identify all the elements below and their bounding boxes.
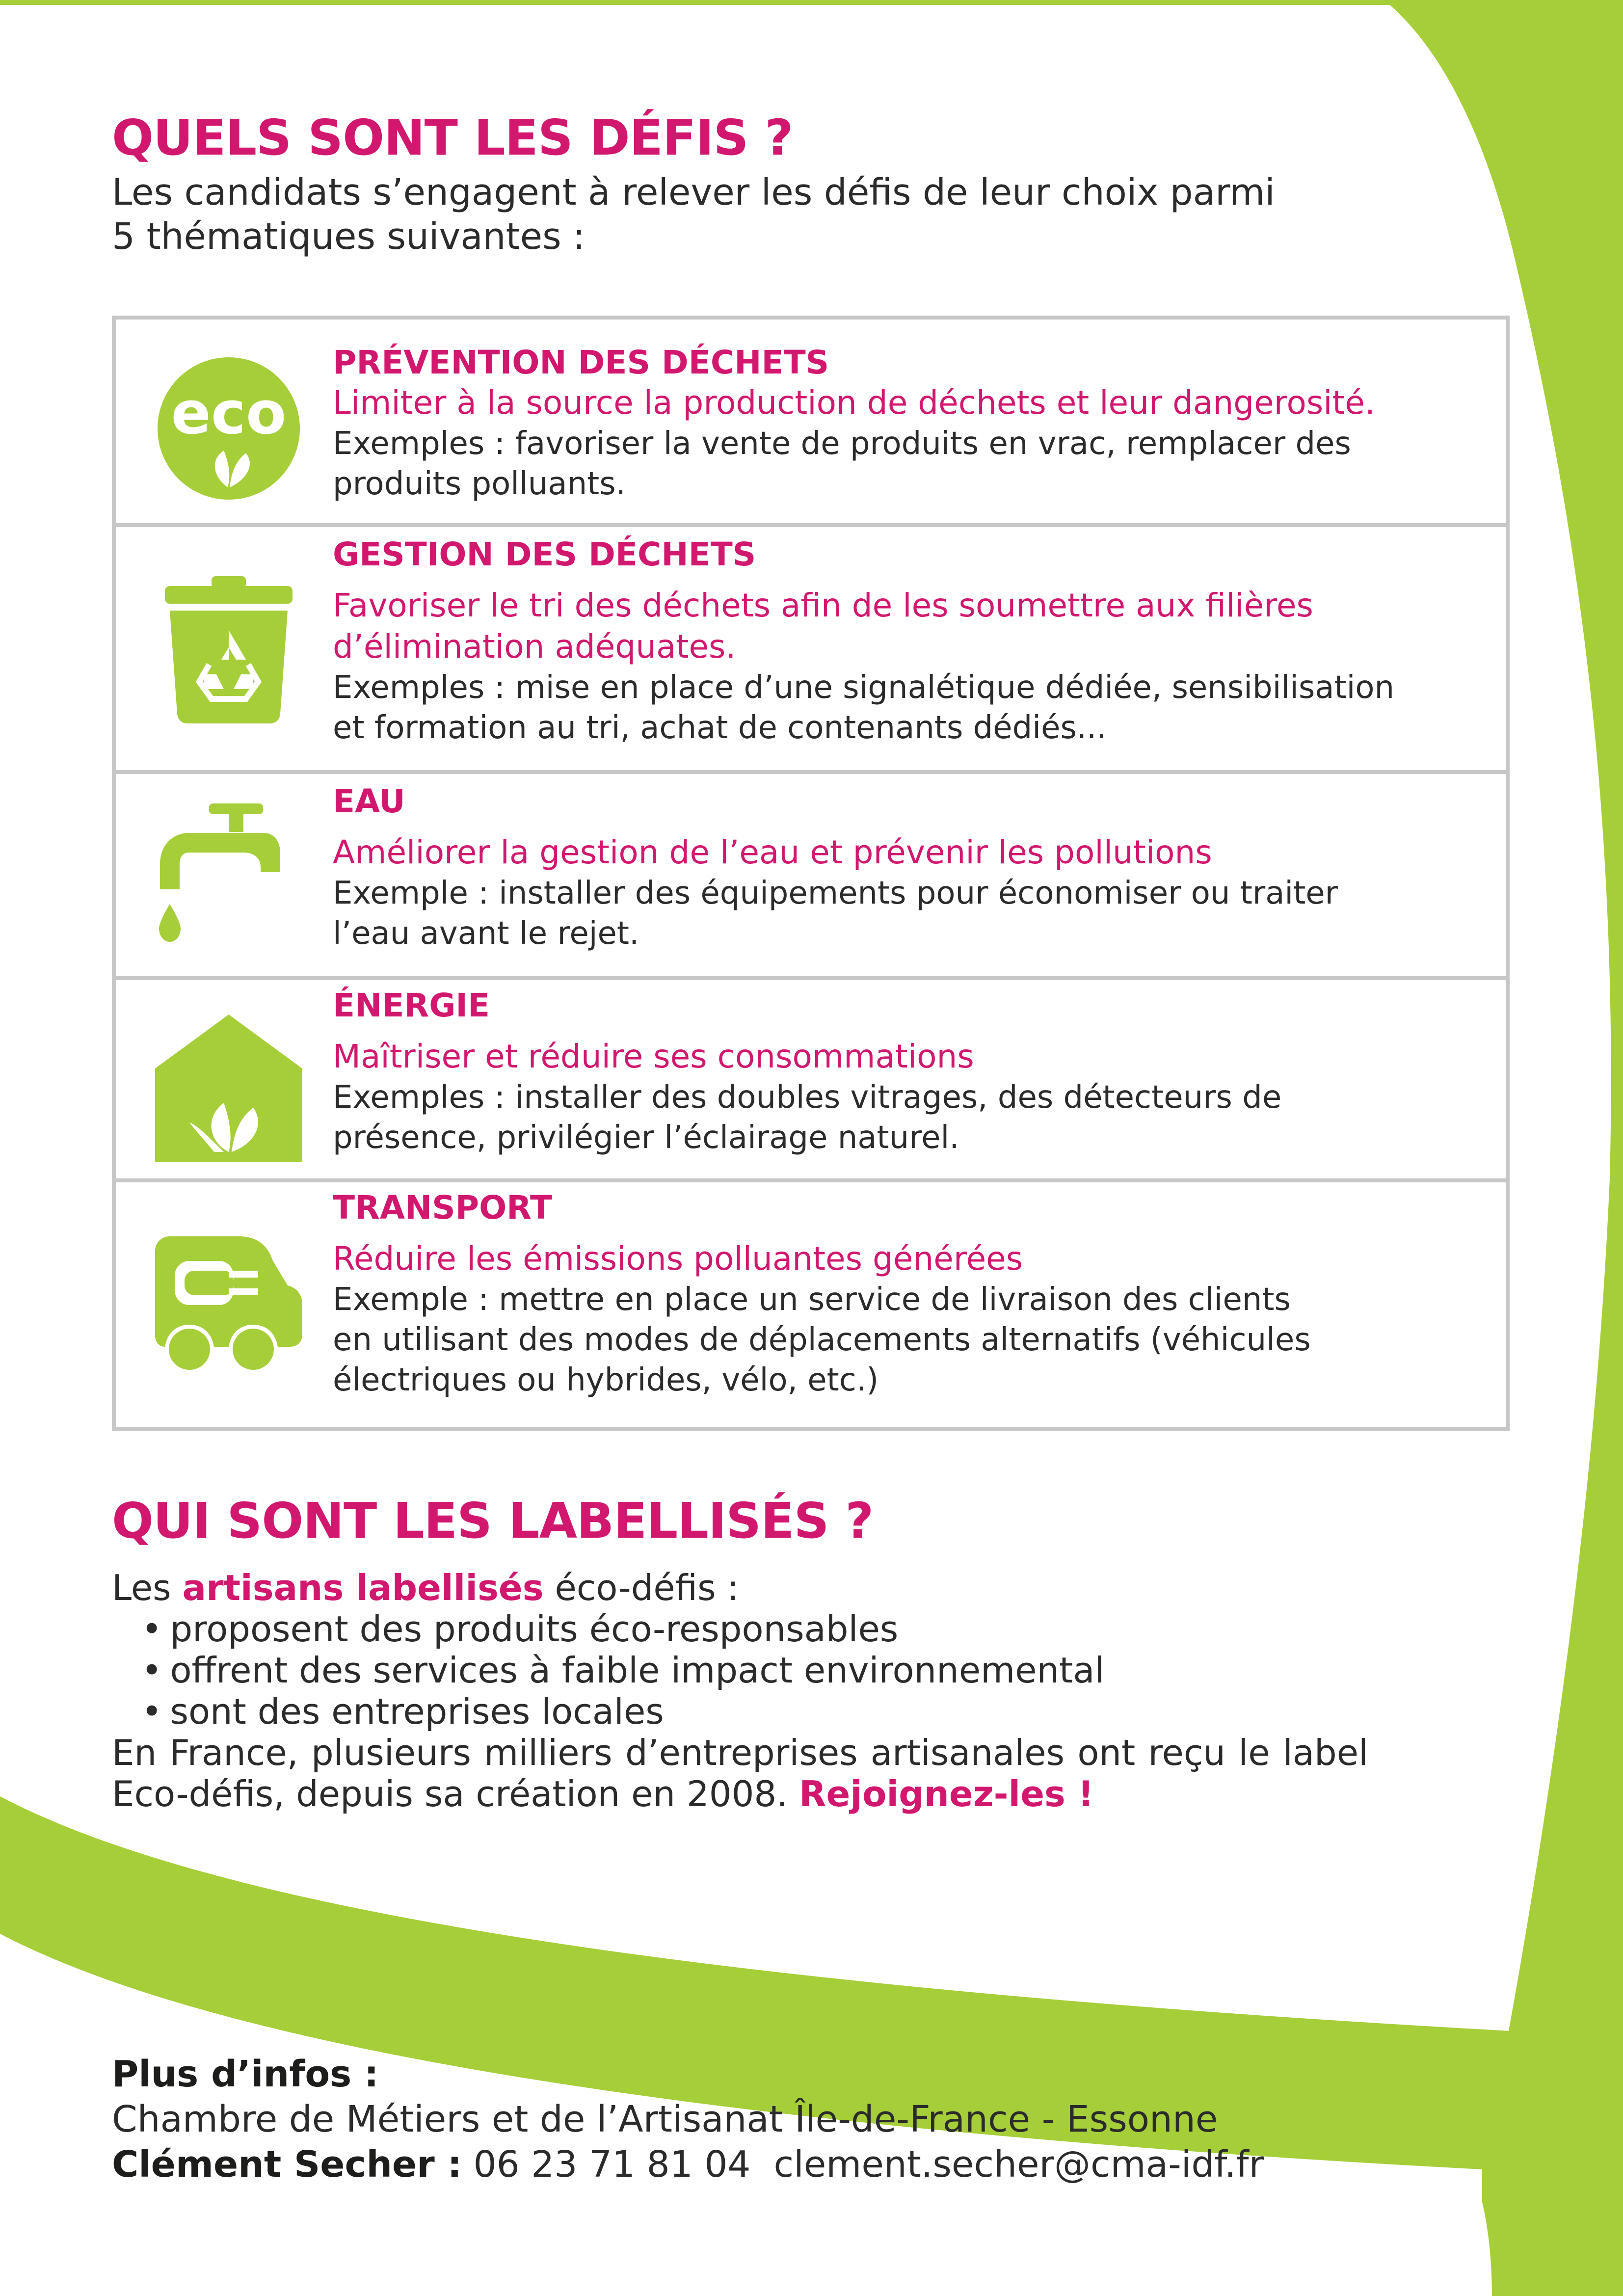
theme-example-line: produits polluants.: [333, 466, 626, 502]
theme-goal: Limiter à la source la production de déchets et leur dangerosité.: [333, 384, 1376, 422]
contact-email[interactable]: clement.secher@cma-idf.fr: [773, 2143, 1264, 2186]
theme-text: [333, 1188, 1486, 1400]
theme-example-line: présence, privilégier l’éclairage naturel.: [333, 1120, 959, 1156]
theme-title: EAU: [333, 782, 405, 820]
contact-person: Clément Secher :: [112, 2143, 462, 2186]
theme-text: [333, 986, 1486, 1158]
theme-title: TRANSPORT: [333, 1189, 553, 1227]
contact-heading: Plus d’infos :: [112, 2053, 379, 2095]
labellises-closing-text: Eco-défis, depuis sa création en 2008.: [112, 1773, 799, 1815]
theme-title: ÉNERGIE: [333, 987, 490, 1024]
themes-table: [112, 316, 1510, 1431]
theme-example-line: Exemples : favoriser la vente de produits en vrac, remplacer des: [333, 426, 1351, 462]
theme-example-line: et formation au tri, achat de contenants dédiés...: [333, 710, 1107, 746]
theme-row-gestion: [116, 527, 1506, 774]
theme-example-line: électriques ou hybrides, vélo, etc.): [333, 1362, 879, 1398]
theme-text: [333, 343, 1486, 504]
theme-goal: Améliorer la gestion de l’eau et prévenir les pollutions: [333, 833, 1212, 871]
theme-goal-line: Favoriser le tri des déchets afin de les soumettre aux filières: [333, 587, 1313, 624]
theme-example-line: Exemples : mise en place d’une signalétique dédiée, sensibilisation: [333, 669, 1395, 706]
theme-text: [333, 782, 1486, 954]
theme-goal: Maîtriser et réduire ses consommations: [333, 1038, 974, 1075]
theme-row-eau: [116, 774, 1506, 980]
green-house-icon: [155, 1015, 302, 1162]
theme-example-line: en utilisant des modes de déplacements alternatifs (véhicules: [333, 1322, 1311, 1358]
theme-text: [333, 535, 1486, 748]
contact-section: [112, 2052, 1437, 2187]
theme-row-transport: [116, 1182, 1506, 1427]
labellises-closing-line1: En France, plusieurs milliers d’entreprises artisanales ont reçu le label: [112, 1732, 1368, 1773]
labellises-closing-line2: [112, 1773, 1368, 1815]
list-item: • proposent des produits éco-responsables: [141, 1608, 1368, 1650]
labellises-intro-bold: artisans labellisés: [182, 1567, 544, 1608]
theme-goal: Réduire les émissions polluantes générées: [333, 1240, 1023, 1278]
theme-row-prevention: [116, 320, 1506, 527]
contact-person-line: [112, 2142, 1437, 2187]
defis-title: QUELS SONT LES DÉFIS ?: [112, 109, 793, 166]
theme-title: GESTION DES DÉCHETS: [333, 535, 756, 573]
labellises-title: QUI SONT LES LABELLISÉS ?: [112, 1492, 874, 1549]
defis-intro-line1: Les candidats s’engagent à relever les défis de leur choix parmi: [112, 171, 1275, 214]
contact-phone[interactable]: 06 23 71 81 04: [473, 2143, 751, 2186]
top-edge-strip: [0, 0, 1623, 5]
list-item: • offrent des services à faible impact environnemental: [141, 1650, 1368, 1691]
labellises-bullet-list: [112, 1608, 1368, 1732]
labellises-cta: Rejoignez-les !: [799, 1773, 1094, 1815]
electric-vehicle-icon: [155, 1227, 302, 1374]
theme-title: PRÉVENTION DES DÉCHETS: [333, 344, 829, 381]
eco-icon-label: eco: [171, 379, 287, 448]
labellises-intro-prefix: Les: [112, 1567, 183, 1608]
water-tap-icon: [155, 803, 302, 951]
theme-example-line: Exemple : installer des équipements pour économiser ou traiter: [333, 875, 1338, 911]
theme-example-line: l’eau avant le rejet.: [333, 915, 639, 952]
theme-goal-line: d’élimination adéquates.: [333, 628, 736, 666]
labellises-intro-suffix: éco-défis :: [543, 1567, 739, 1608]
defis-intro-line2: 5 thématiques suivantes :: [112, 215, 585, 258]
labellises-section: [112, 1492, 1368, 1815]
labellises-intro: [112, 1567, 1368, 1608]
eco-icon: [155, 355, 302, 502]
contact-organisation: Chambre de Métiers et de l’Artisanat Île-de-France - Essonne: [112, 2098, 1218, 2140]
defis-header: [112, 109, 1437, 259]
list-item: • sont des entreprises locales: [141, 1691, 1368, 1732]
theme-example-line: Exemples : installer des doubles vitrages, des détecteurs de: [333, 1079, 1282, 1116]
theme-example-line: Exemple : mettre en place un service de livraison des clients: [333, 1281, 1291, 1318]
recycling-bin-icon: [155, 576, 302, 723]
theme-row-energie: [116, 980, 1506, 1182]
